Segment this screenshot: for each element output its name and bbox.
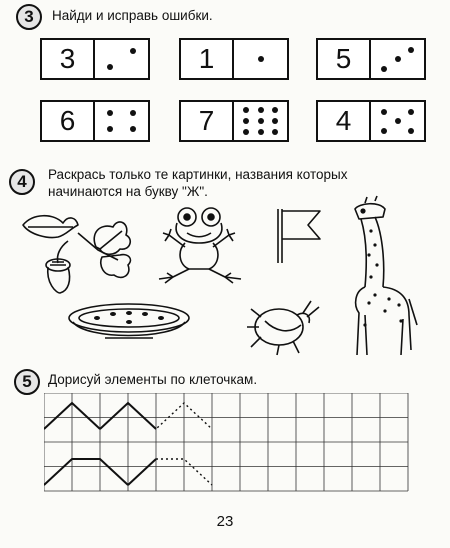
domino-dot (243, 107, 249, 113)
domino-dots-half (234, 102, 287, 140)
oak-branch-acorn-picture (18, 205, 138, 295)
domino-dot (258, 129, 264, 135)
domino-dot (408, 47, 414, 53)
domino-3 (316, 38, 426, 80)
giraffe-picture (345, 195, 420, 360)
task-5-number: 5 (22, 372, 32, 391)
task-4-instruction-line1: Раскрась только те картинки, названия которых (48, 167, 348, 182)
domino-dot (395, 118, 401, 124)
domino-dot (243, 129, 249, 135)
domino-dot (130, 48, 136, 54)
domino-dot (258, 118, 264, 124)
domino-digit: 5 (335, 43, 352, 74)
domino-dot (272, 118, 278, 124)
domino-dot (107, 110, 113, 116)
page-number: 23 (216, 513, 234, 530)
domino-digit-half (181, 102, 234, 140)
domino-digit-half (42, 40, 95, 78)
domino-5 (179, 100, 289, 142)
domino-dot (381, 109, 387, 115)
task-3-number: 3 (24, 7, 34, 26)
task-5-instruction: Дорисуй элементы по клеточкам. (48, 372, 258, 387)
domino-dot (107, 64, 113, 70)
drawing-grid (44, 393, 430, 495)
task-4-badge (9, 169, 35, 195)
domino-dot (243, 118, 249, 124)
domino-dot (272, 129, 278, 135)
domino-dot (130, 110, 136, 116)
domino-1 (40, 38, 150, 80)
domino-digit-half (318, 40, 371, 78)
domino-dot (381, 66, 387, 72)
beetle-picture (245, 295, 325, 357)
domino-2 (179, 38, 289, 80)
domino-4 (40, 100, 150, 142)
domino-dot (258, 107, 264, 113)
domino-digit: 3 (59, 43, 76, 74)
domino-digit-half (181, 40, 234, 78)
domino-dot (272, 107, 278, 113)
task-3-badge (16, 4, 42, 30)
task-5-badge (14, 369, 40, 395)
domino-dot (408, 128, 414, 134)
domino-dots-half (234, 40, 287, 78)
dish-picture (65, 300, 193, 350)
domino-digit: 4 (335, 105, 352, 136)
domino-dots-half (371, 102, 424, 140)
domino-digit: 7 (198, 105, 215, 136)
domino-dot (258, 56, 264, 62)
domino-digit-half (318, 102, 371, 140)
domino-dot (130, 126, 136, 132)
task-4-instruction-line2: начинаются на букву "Ж". (48, 184, 208, 199)
domino-digit: 1 (198, 43, 215, 74)
domino-dot (408, 109, 414, 115)
domino-digit: 6 (59, 105, 76, 136)
task-4-number: 4 (17, 172, 27, 191)
domino-dots-half (371, 40, 424, 78)
domino-digit-half (42, 102, 95, 140)
domino-6 (316, 100, 426, 142)
task-3-instruction: Найди и исправь ошибки. (52, 8, 213, 23)
domino-dots-half (95, 40, 148, 78)
domino-dots-half (95, 102, 148, 140)
domino-dot (395, 56, 401, 62)
frog-picture (155, 205, 245, 285)
domino-dot (107, 126, 113, 132)
domino-dot (381, 128, 387, 134)
flag-picture (270, 205, 325, 265)
